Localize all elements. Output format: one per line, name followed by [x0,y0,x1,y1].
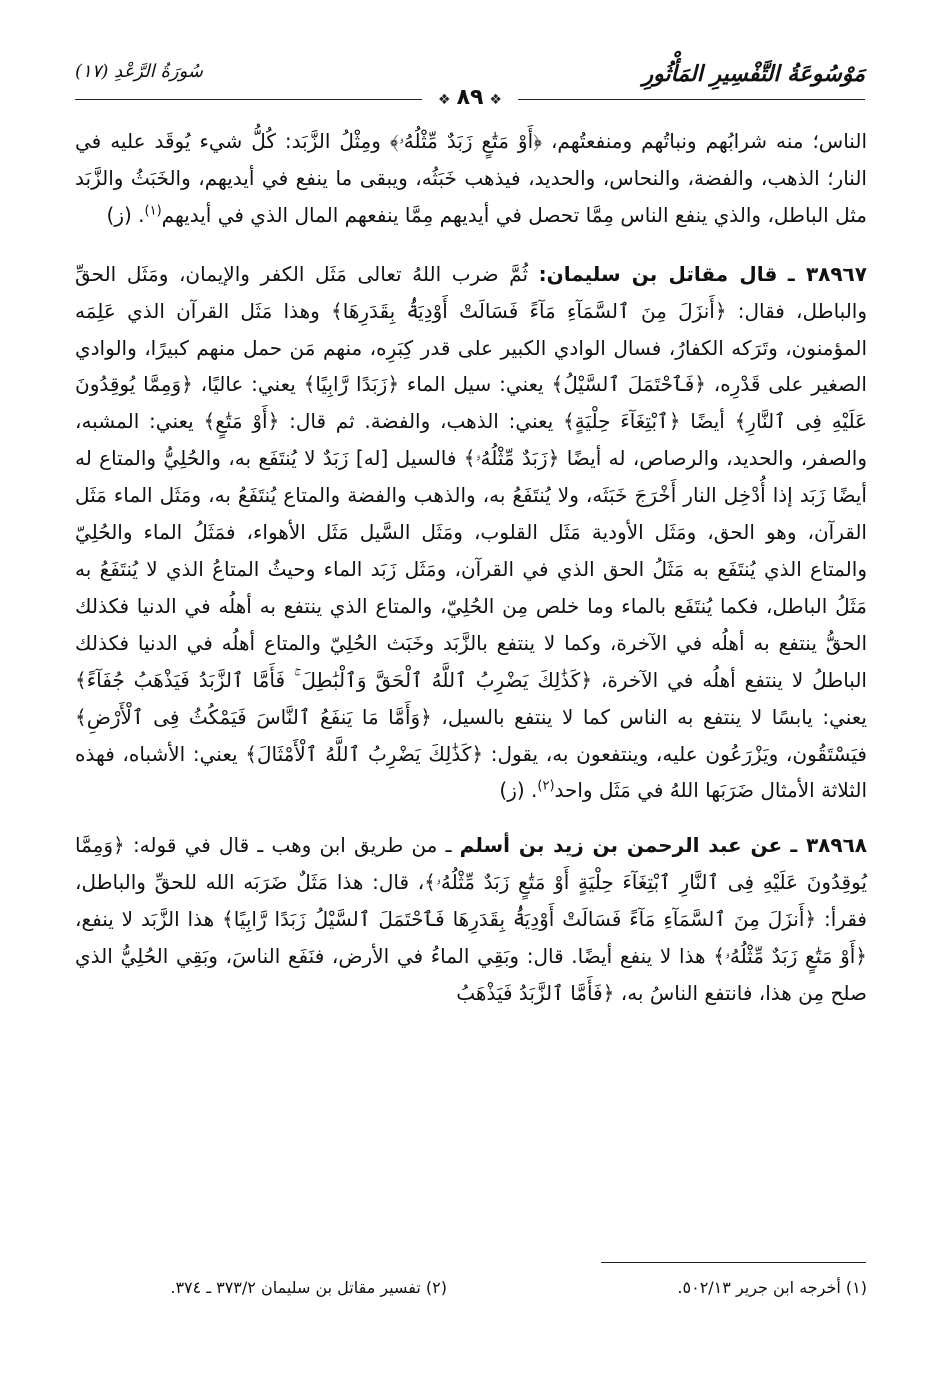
paragraph-text: ـ من طريق ابن وهب ـ قال في قوله: ﴿وَمِمَّا يُوقِدُونَ عَلَيْهِ فِى ٱلنَّارِ ٱبْتِغَآءَ حِلْيَةٍ أَوْ مَتَٰعٍ زَبَدٌ مِّثْلُهُۥ﴾، قال: هذا مَثَلٌ ضَرَبَه الله للحقِّ والباطل، فقرأ: ﴿أَنزَلَ مِنَ ٱلسَّمَآءِ مَآءً فَسَالَتْ أَوْدِيَةُۢ بِقَدَرِهَا فَٱحْتَمَلَ ٱلسَّيْلُ زَبَدًا رَّابِيًا﴾ هذا الزَّبَد لا ينفع، ﴿أَوْ مَتَٰعٍ زَبَدٌ مِّثْلُهُۥ﴾ هذا لا ينفع أيضًا. قال: وبَقِي الماءُ في الأرض، فنَفَع الناسَ، وبَقِي الحُلِيُّ الذي صلح مِن هذا، فانتفع الناسُ به، ﴿فَأَمَّا ٱلزَّبَدُ فَيَذْهَبُ [75,833,867,1005]
paragraph-entry [75,827,867,1012]
footnote-1: (١) أخرجه ابن جرير ٥٠٢/١٣. [677,1278,867,1297]
footnote-reference: (٢) [537,778,555,794]
paragraph-source-code: . (ز) [106,202,145,227]
entry-author: عن عبد الرحمن بن زيد بن أسلم [459,833,783,858]
surah-title: سُورَةُ الرَّعْدِ (١٧) [75,61,203,82]
paragraph-text: ثُمَّ ضرب اللهُ تعالى مَثَل الكفر والإيمان، ومَثَل الحقِّ والباطل، فقال: ﴿أَنزَلَ مِنَ ٱلسَّمَآءِ مَآءً فَسَالَتْ أَوْدِيَةُۢ بِقَدَرِهَا﴾ وهذا مَثَل القرآن الذي عَلِمَه المؤمنون، وتَرَكه الكفارُ، فسال الوادي الكبير على قدر كِبَرِه، منهم مَن حمل منهم كبيرًا، والوادي الصغير على قَدْرِه، ﴿فَٱحْتَمَلَ ٱلسَّيْلُ﴾ يعني: سيل الماء ﴿زَبَدًا رَّابِيًا﴾ يعني: عاليًا، ﴿وَمِمَّا يُوقِدُونَ عَلَيْهِ فِى ٱلنَّارِ﴾ أيضًا ﴿ٱبْتِغَآءَ حِلْيَةٍ﴾ يعني: الذهب، والفضة. ثم قال: ﴿أَوْ مَتَٰعٍ﴾ يعني: المشبه، والصفر، والحديد، والرصاص، له أيضًا ﴿زَبَدٌ مِّثْلُهُۥ﴾ فالسيل [له] زَبَدٌ لا يُنتَفَع به، والحُلِيُّ والمتاع له أيضًا زَبَد إذا أُدْخِل النار أَخْرَجَ خَبَثَه، ولا يُنتَفَعُ به، والذهب والفضة والمتاع يُنتَفَعُ به، ومَثَل الماء مَثَل القرآن، وهو الحق، ومَثَل الأودية مَثَل القلوب، ومَثَل السَّيل مَثَل الأهواء، فمَثَلُ الماء والحُلِيّ والمتاع الذي يُنتَفَع به مَثَلُ الحق الذي في القرآن، ومَثَل زَبَد الماء وحيثُ المتاعُ الذي لا يُنتَفَعُ به مَثَلُ الباطل، فكما يُنتَفَع بالماء وما خلص مِن الحُلِيّ، والمتاع الذي ينتفع به أهلُه في الدنيا فكذلك الحقُّ ينتفع به أهلُه في الآخرة، وكما لا ينتفع بالزَّبَد وخَبَث الحُلِيّ والمتاع أهلُه في الدنيا فكذلك الباطلُ لا ينتفع أهلُه في الآخرة، ﴿كَذَٰلِكَ يَضْرِبُ ٱللَّهُ ٱلْحَقَّ وَٱلْبَٰطِلَ ۚ فَأَمَّا ٱلزَّبَدُ فَيَذْهَبُ جُفَآءً﴾ يعني: يابسًا لا ينتفع به الناس كما لا ينتفع بالسيل، ﴿وَأَمَّا مَا يَنفَعُ ٱلنَّاسَ فَيَمْكُثُ فِى ٱلْأَرْضِ﴾ فيَسْتَقُون، ويَزْرَعُون عليه، وينتفعون به، يقول: ﴿كَذَٰلِكَ يَضْرِبُ ٱللَّهُ ٱلْأَمْثَالَ﴾ يعني: الأشباه، فهذه الثلاثة الأمثال ضَرَبَها اللهُ في مَثَل واحد [75,261,867,803]
paragraph-text: الناس؛ منه شرابُهم ونباتُهم ومنفعتُهم، ﴿أَوْ مَتَٰعٍ زَبَدٌ مِّثْلُهُۥ﴾ ومِثْلُ الزَّبَد: كُلُّ شيء يُوقَد عليه في النار؛ الذهب، والفضة، والنحاس، والحديد، فيذهب خَبَثُه، ويبقى ما ينفع في أيديهم، والخَبَثُ والزَّبَد مثل الباطل، والذي ينفع الناس مِمَّا تحصل في أيديهم مِمَّا ينفعهم المال الذي في أيديهم [75,129,867,227]
footnote-2: (٢) تفسير مقاتل بن سليمان ٣٧٣/٢ ـ ٣٧٤. [170,1278,447,1297]
page-number: ٨٩ [456,85,484,110]
footnote-rule [601,1262,866,1263]
page-number-block [422,85,518,110]
book-title: مَوْسُوعَةُ التَّفْسِيرِ المَأْثُورِ [642,61,865,87]
entry-author: قال مقاتل بن سليمان: [538,261,778,286]
ornament-icon: ❖ [438,92,451,108]
paragraph-entry [75,256,867,810]
main-text [75,123,867,1012]
entry-number: ٣٨٩٦٨ ـ [790,833,867,858]
ornament-icon: ❖ [489,92,502,108]
paragraph-continuation [75,123,867,234]
footnote-reference: (١) [144,203,162,219]
page-header [75,55,865,115]
entry-number: ٣٨٩٦٧ ـ [787,261,867,286]
paragraph-source-code: . (ز) [499,778,538,803]
